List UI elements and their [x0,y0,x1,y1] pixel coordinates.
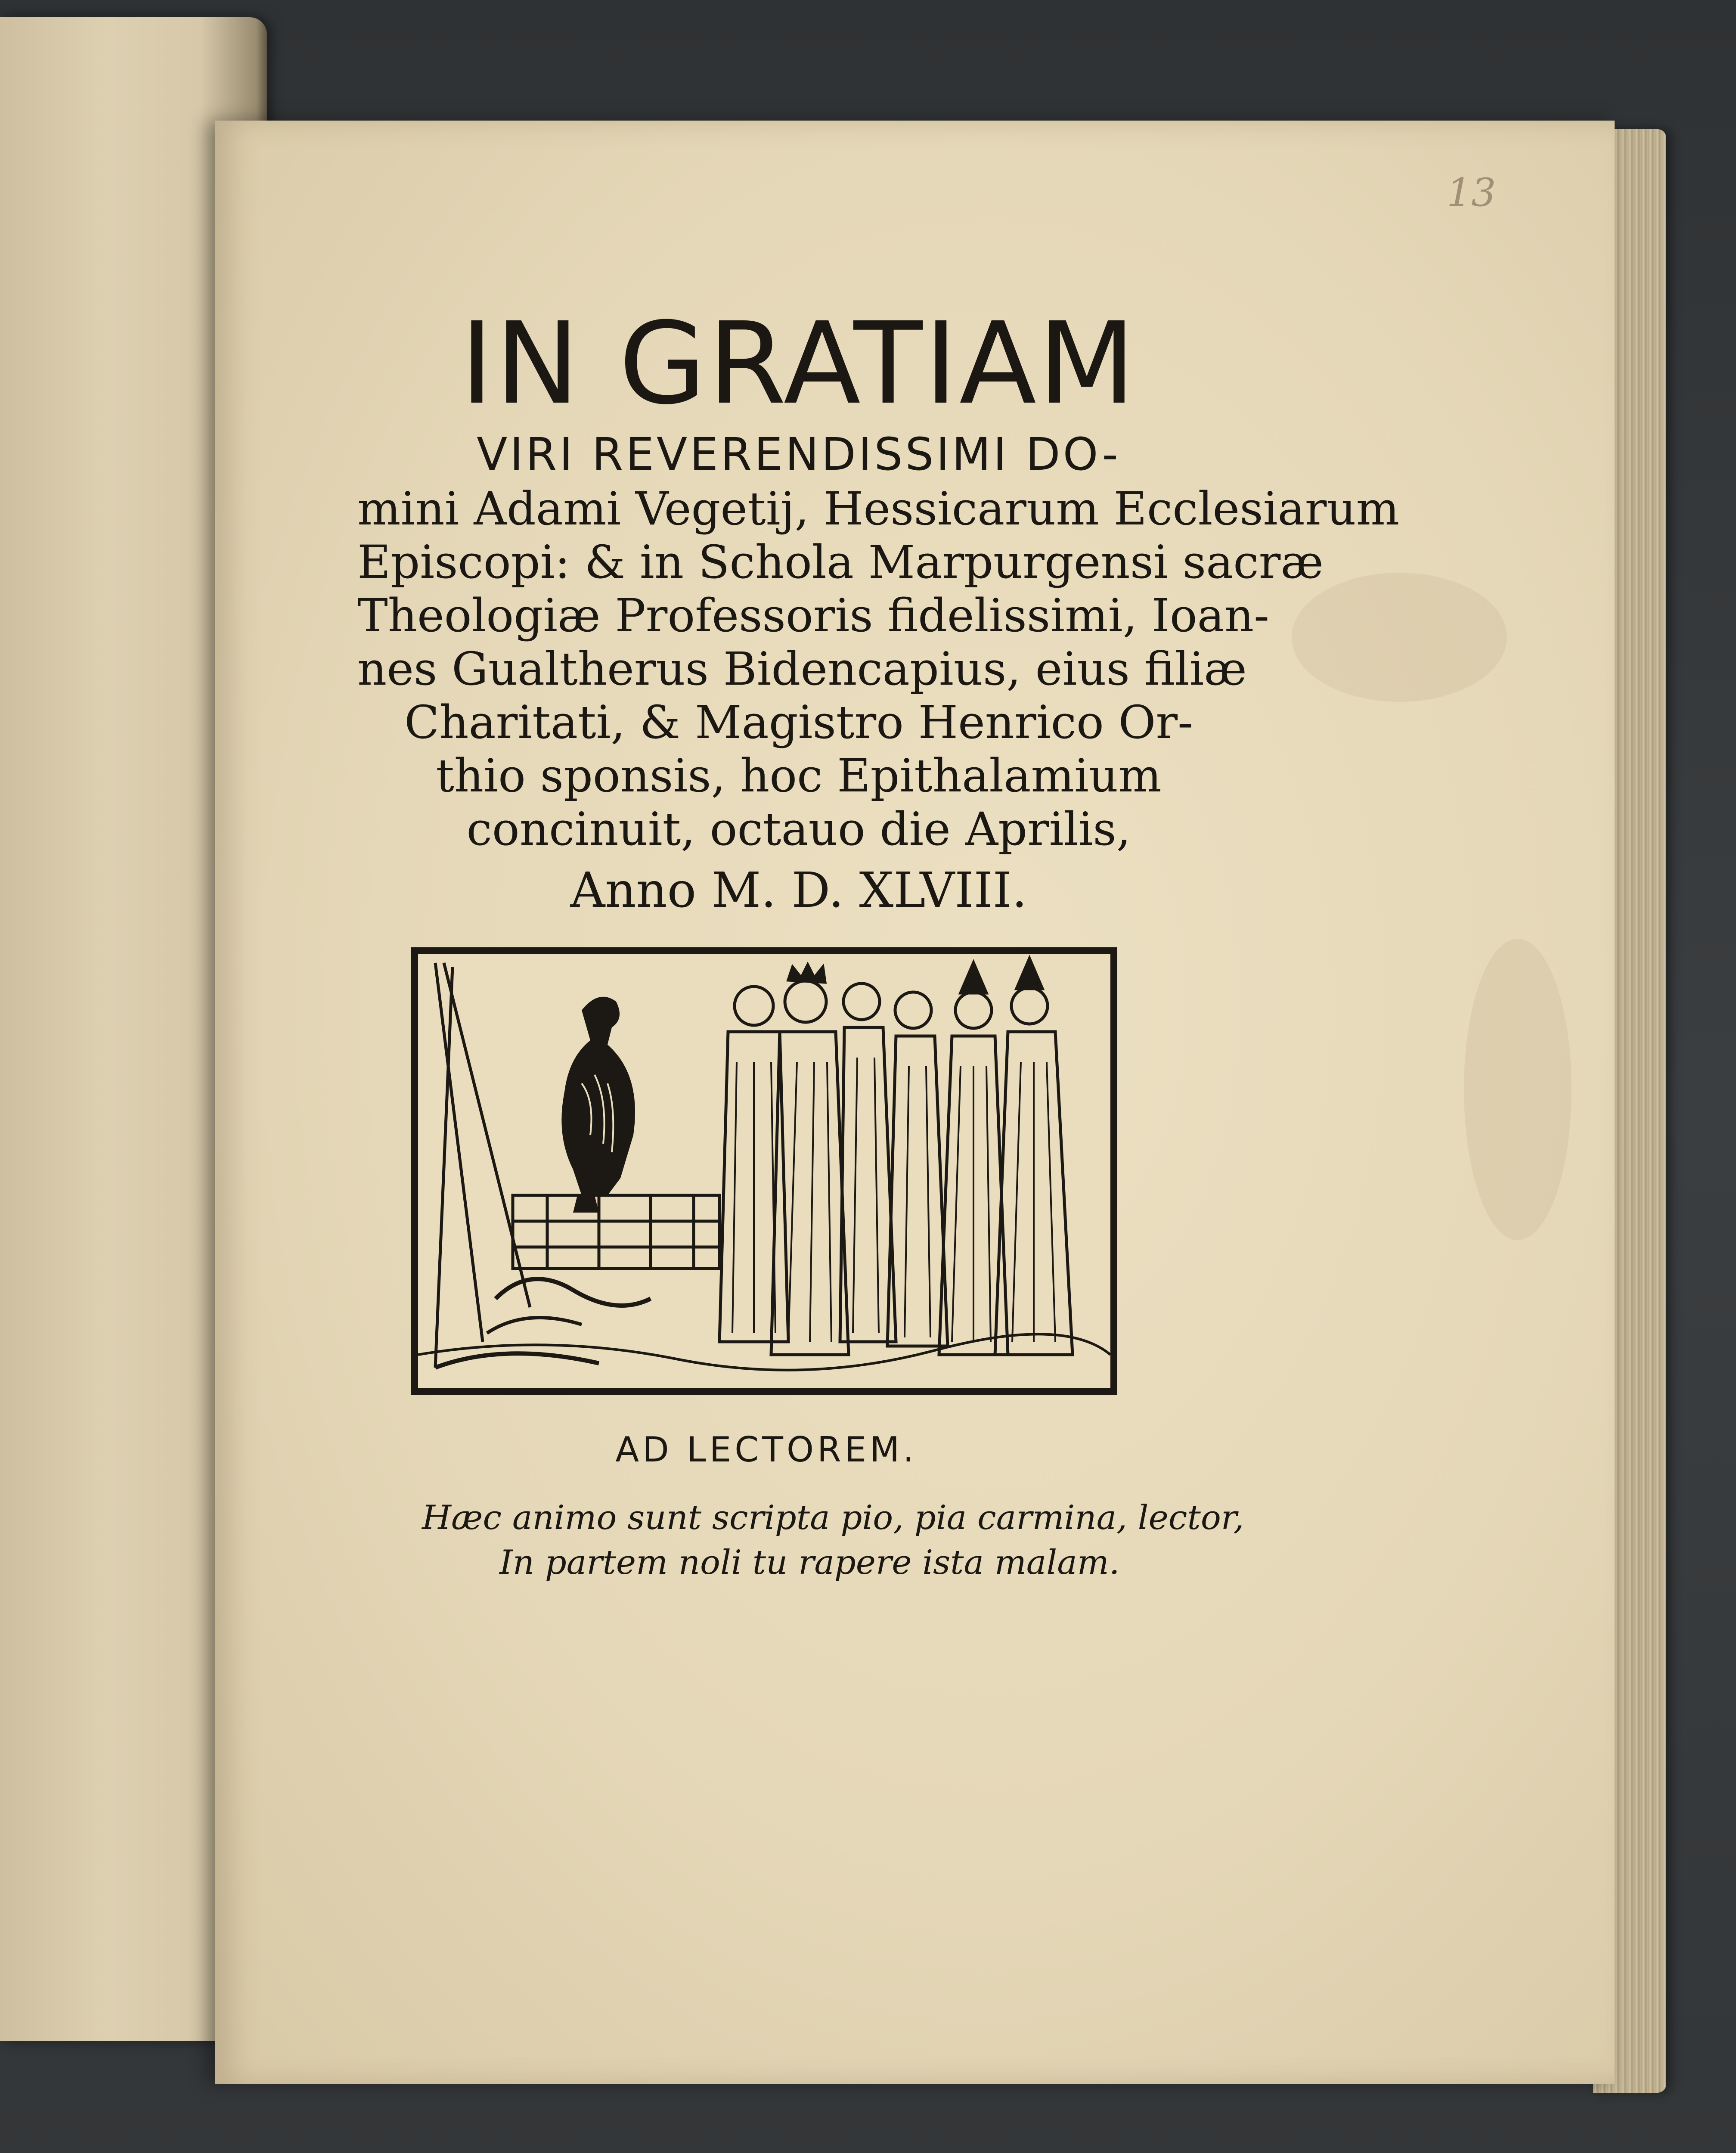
woodcut-eagle-and-dignitaries-icon [418,954,1110,1388]
folio-number: 13 [1447,170,1496,215]
paper-stain [1464,939,1572,1240]
paper-stain [1292,573,1507,702]
verse-line: In partem noli tu rapere ista malam. [499,1543,1120,1582]
title-line: Charitati, & Magistro Henrico Or- [404,696,1193,749]
title-line: VIRI REVERENDISSIMI DO- [477,428,1121,481]
to-reader-block [413,1430,1244,1585]
to-reader-heading: AD LECTOREM. [615,1430,918,1470]
title-line: mini Adami Vegetij, Hessicarum Ecclesiarum [357,482,1400,535]
woodcut-illustration [411,947,1117,1395]
date-line: Anno M. D. XLVIII. [570,862,1027,918]
title-line: thio sponsis, hoc Epithalamium [436,749,1162,802]
title-line: concinuit, octauo die Aprilis, [466,803,1131,856]
title-block [357,298,1400,918]
title-line: Episcopi: & in Schola Marpurgensi sacræ [357,536,1324,589]
title-line: nes Gualtherus Bidencapius, eius filiæ [357,642,1247,695]
left-page-ghost-text [13,921,82,948]
title-main: IN GRATIAM [460,298,1138,429]
verse-line: Hæc animo sunt scripta pio, pia carmina, lector, [422,1498,1244,1537]
title-line: Theologiæ Professoris fidelissimi, Ioan- [357,589,1269,642]
